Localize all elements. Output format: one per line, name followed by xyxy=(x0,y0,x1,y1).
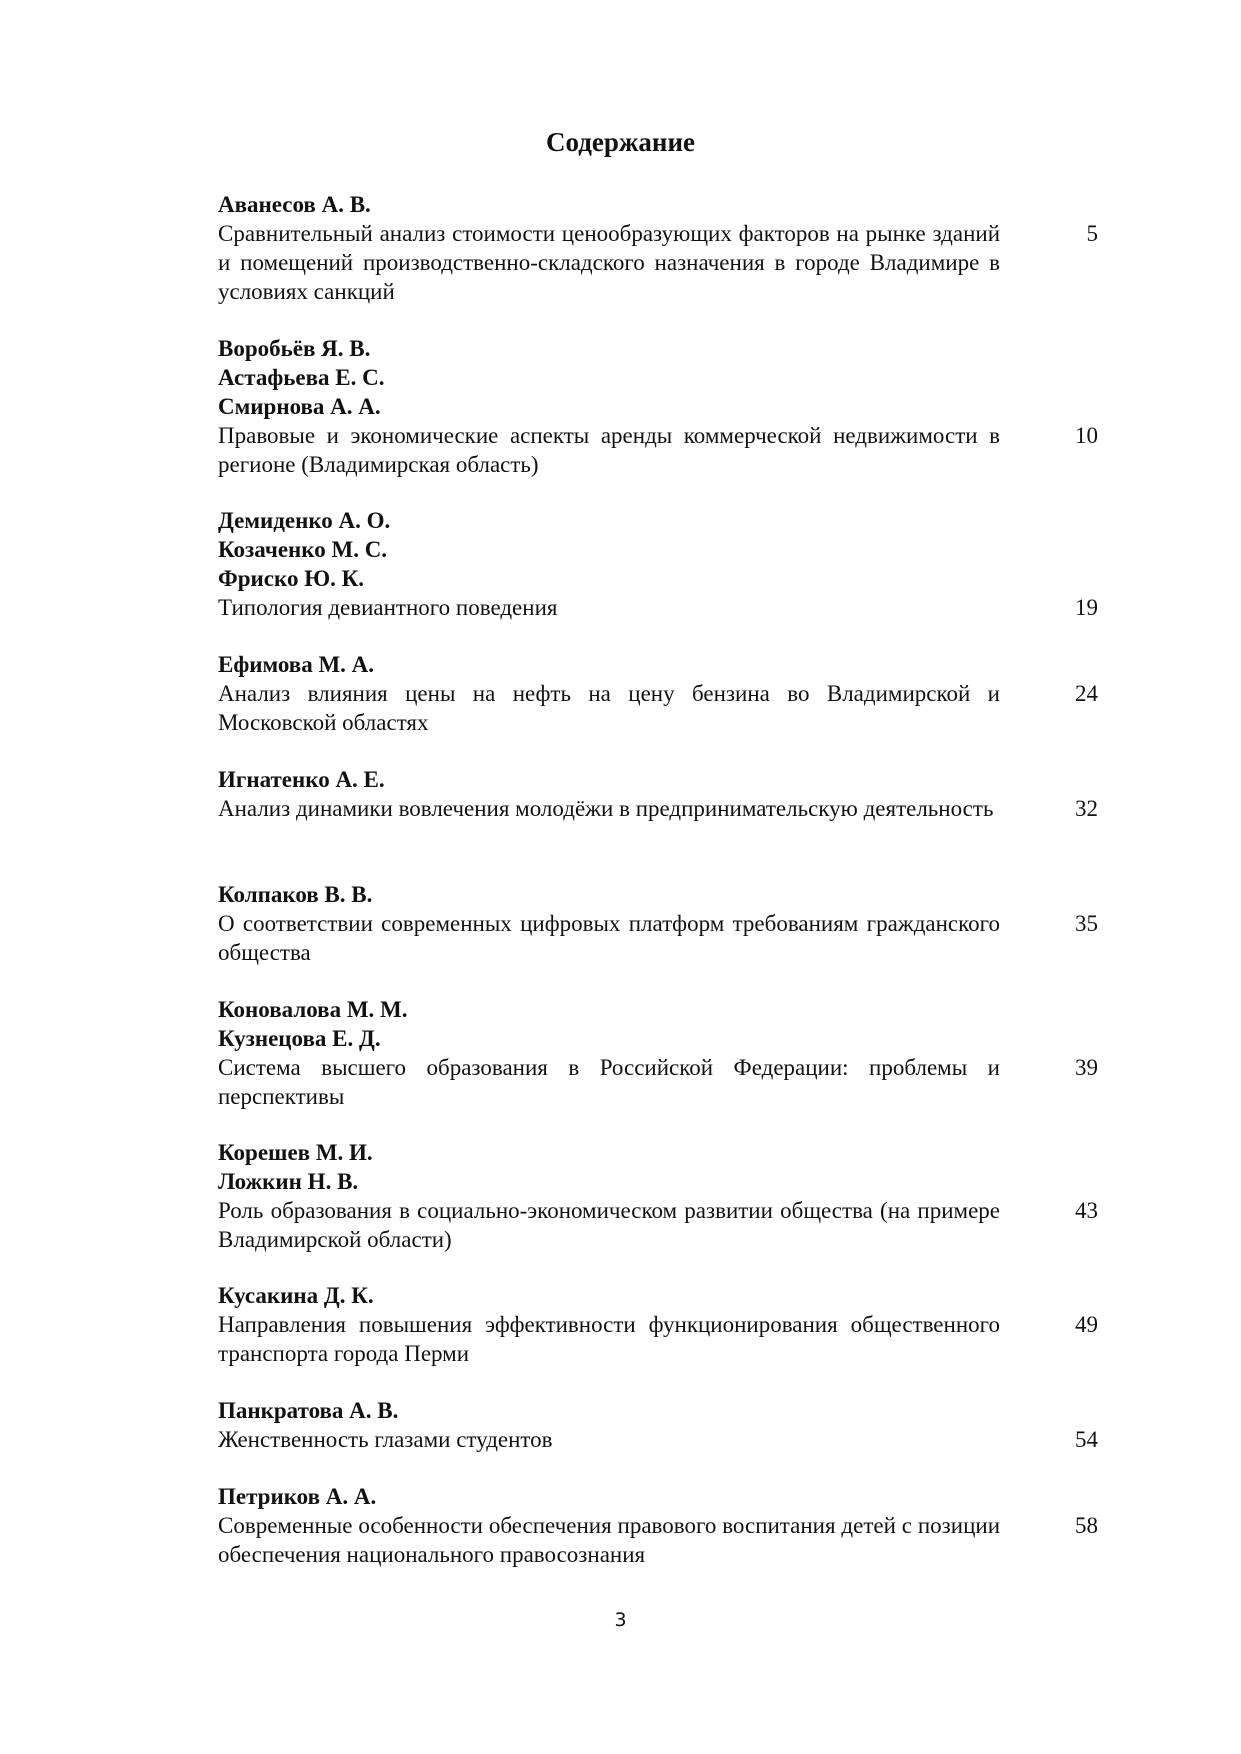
toc-entry xyxy=(218,1482,1098,1569)
toc-article-title: Современные особенности обеспечения правового воспитания детей с позиции обеспечения национального правосознания xyxy=(218,1513,1000,1567)
toc-author: Кусакина Д. К. xyxy=(218,1283,374,1308)
toc-entry xyxy=(218,765,1098,823)
toc-author: Смирнова А. А. xyxy=(218,394,381,419)
toc-page-number: 43 xyxy=(1075,1198,1098,1223)
toc-entry xyxy=(218,334,1098,479)
toc-author: Ефимова М. А. xyxy=(218,652,375,677)
toc-author: Аванесов А. В. xyxy=(218,192,371,217)
page-title: Содержание xyxy=(545,127,696,157)
toc-author: Козаченко М. С. xyxy=(218,537,388,562)
toc-page-number: 10 xyxy=(1075,423,1098,448)
toc-article-title: Сравнительный анализ стоимости ценообразующих факторов на рынке зданий и помещений производственно-складского назначения в городе Владимире в условиях санкций xyxy=(218,221,1000,304)
toc-page-number: 19 xyxy=(1075,595,1098,620)
toc-article-title: Роль образования в социально-экономическом развитии общества (на примере Владимирской области) xyxy=(218,1198,1000,1252)
toc-article-title: Направления повышения эффективности функционирования общественного транспорта города Перми xyxy=(218,1312,1000,1366)
toc-article-row xyxy=(218,1053,1098,1111)
toc-article-row xyxy=(218,1425,1098,1454)
toc-author: Демиденко А. О. xyxy=(218,508,391,533)
toc-article-row xyxy=(218,421,1098,479)
toc-article-title: Анализ динамики вовлечения молодёжи в предпринимательскую деятельность xyxy=(218,796,994,821)
toc-author: Корешев М. И. xyxy=(218,1140,373,1165)
toc-page-number: 39 xyxy=(1075,1055,1098,1080)
toc-entry xyxy=(218,1138,1098,1254)
toc-author: Кузнецова Е. Д. xyxy=(218,1026,381,1051)
toc-author: Игнатенко А. Е. xyxy=(218,767,385,792)
toc-entry xyxy=(218,506,1098,622)
toc-author: Воробьёв Я. В. xyxy=(218,336,371,361)
toc-article-row xyxy=(218,794,1098,823)
toc-article-title: Правовые и экономические аспекты аренды коммерческой недвижимости в регионе (Владимирская область) xyxy=(218,423,1000,477)
toc-author: Фриско Ю. К. xyxy=(218,566,365,591)
toc-page-number: 54 xyxy=(1075,1427,1098,1452)
toc-page-number: 49 xyxy=(1075,1312,1098,1337)
toc-article-title: О соответствии современных цифровых платформ требованиям гражданского общества xyxy=(218,911,1000,965)
toc-author: Коновалова М. М. xyxy=(218,997,408,1022)
toc-page-number: 5 xyxy=(1086,221,1098,246)
toc-author: Колпаков В. В. xyxy=(218,882,373,907)
toc-author: Панкратова А. В. xyxy=(218,1398,399,1423)
toc-entry xyxy=(218,995,1098,1111)
toc-article-title: Система высшего образования в Российской Федерации: проблемы и перспективы xyxy=(218,1055,1000,1109)
toc-article-title: Анализ влияния цены на нефть на цену бензина во Владимирской и Московской областях xyxy=(218,681,1000,735)
toc-author: Петриков А. А. xyxy=(218,1484,377,1509)
toc-article-title: Женственность глазами студентов xyxy=(218,1427,553,1452)
toc-page-number: 32 xyxy=(1075,796,1098,821)
toc-entry xyxy=(218,190,1098,306)
toc-article-row xyxy=(218,1310,1098,1368)
toc-page-number: 35 xyxy=(1075,911,1098,936)
toc-author: Астафьева Е. С. xyxy=(218,365,385,390)
toc-article-row xyxy=(218,1196,1098,1254)
toc-article-row xyxy=(218,593,1098,622)
toc-article-row xyxy=(218,219,1098,306)
page-number: 3 xyxy=(614,1609,627,1631)
toc-entry xyxy=(218,880,1098,967)
toc-article-row xyxy=(218,679,1098,737)
toc-entry xyxy=(218,1281,1098,1368)
toc-page-number: 58 xyxy=(1075,1513,1098,1538)
toc-page-number: 24 xyxy=(1075,681,1098,706)
toc-entry xyxy=(218,650,1098,737)
toc-article-row xyxy=(218,909,1098,967)
toc-author: Ложкин Н. В. xyxy=(218,1169,359,1194)
toc-article-title: Типология девиантного поведения xyxy=(218,595,558,620)
toc-article-row xyxy=(218,1511,1098,1569)
toc-entry xyxy=(218,1396,1098,1454)
